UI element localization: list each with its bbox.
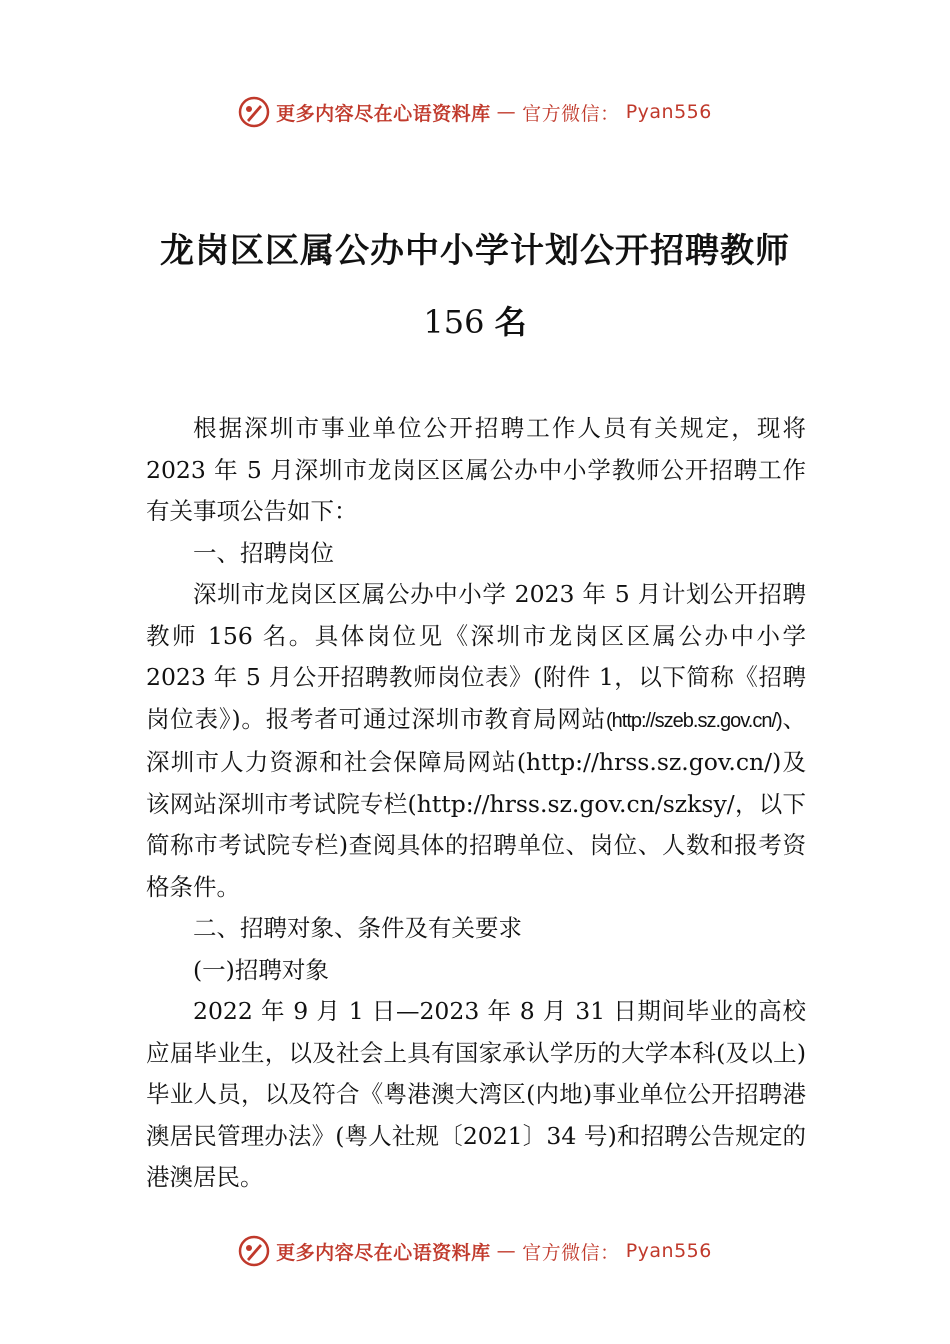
document-title-line1: 龙岗区区属公办中小学计划公开招聘教师 xyxy=(160,231,790,271)
document-body xyxy=(146,408,806,1199)
watermark-brand: 更多内容尽在心语资料库 xyxy=(276,1241,491,1264)
pen-nib-logo-icon xyxy=(238,96,270,128)
watermark-wechat-label: 官方微信： xyxy=(522,1241,620,1264)
section-heading-2: 二、招聘对象、条件及有关要求 xyxy=(193,914,522,942)
watermark-separator: — xyxy=(496,101,517,123)
footer-watermark xyxy=(0,1235,950,1272)
title-count: 156 xyxy=(423,303,485,341)
watermark-wechat-id: Pyan556 xyxy=(625,1240,712,1262)
header-watermark xyxy=(0,96,950,133)
watermark-wechat-id: Pyan556 xyxy=(625,101,712,123)
positions-paragraph xyxy=(146,574,806,908)
positions-text-b: 、深圳市人力资源和社会保障局网站(http://hrss.sz.gov.cn/)及该网站深圳市考试院专栏(http://hrss.sz.gov.cn/szksy/，以下简称市考试院专栏)查阅具体的招聘单位、岗位、人数和报考资格条件。 xyxy=(146,704,807,901)
pen-nib-logo-icon xyxy=(238,1235,270,1267)
intro-paragraph: 根据深圳市事业单位公开招聘工作人员有关规定，现将2023 年 5 月深圳市龙岗区区属公办中小学教师公开招聘工作有关事项公告如下： xyxy=(146,414,806,525)
szeb-url: (http://szeb.sz.gov.cn/) xyxy=(605,709,782,732)
title-unit: 名 xyxy=(494,303,527,341)
document-title-line2 xyxy=(140,303,810,341)
watermark-brand: 更多内容尽在心语资料库 xyxy=(276,102,491,125)
subsection-heading-1: (一)招聘对象 xyxy=(193,955,329,984)
positions-text-a: 深圳市龙岗区区属公办中小学 2023 年 5 月计划公开招聘教师 156 名。具体岗位见《深圳市龙岗区区属公办中小学 2023 年 5 月公开招聘教师岗位表》(附件 1，以下简称《招聘岗位表》)。报考者可通过深圳市教育局网站 xyxy=(146,580,806,733)
recruitment-targets-paragraph: 2022 年 9 月 1 日—2023 年 8 月 31 日期间毕业的高校应届毕业生，以及社会上具有国家承认学历的大学本科(及以上) 毕业人员，以及符合《粤港澳大湾区(内地)事业单位公开招聘港澳居民管理办法》(粤人社规〔2021〕34 号)和招聘公告规定的港澳居民。 xyxy=(146,997,806,1191)
watermark-separator: — xyxy=(496,1240,517,1262)
section-heading-1: 一、招聘岗位 xyxy=(193,538,334,567)
watermark-wechat-label: 官方微信： xyxy=(522,102,620,125)
